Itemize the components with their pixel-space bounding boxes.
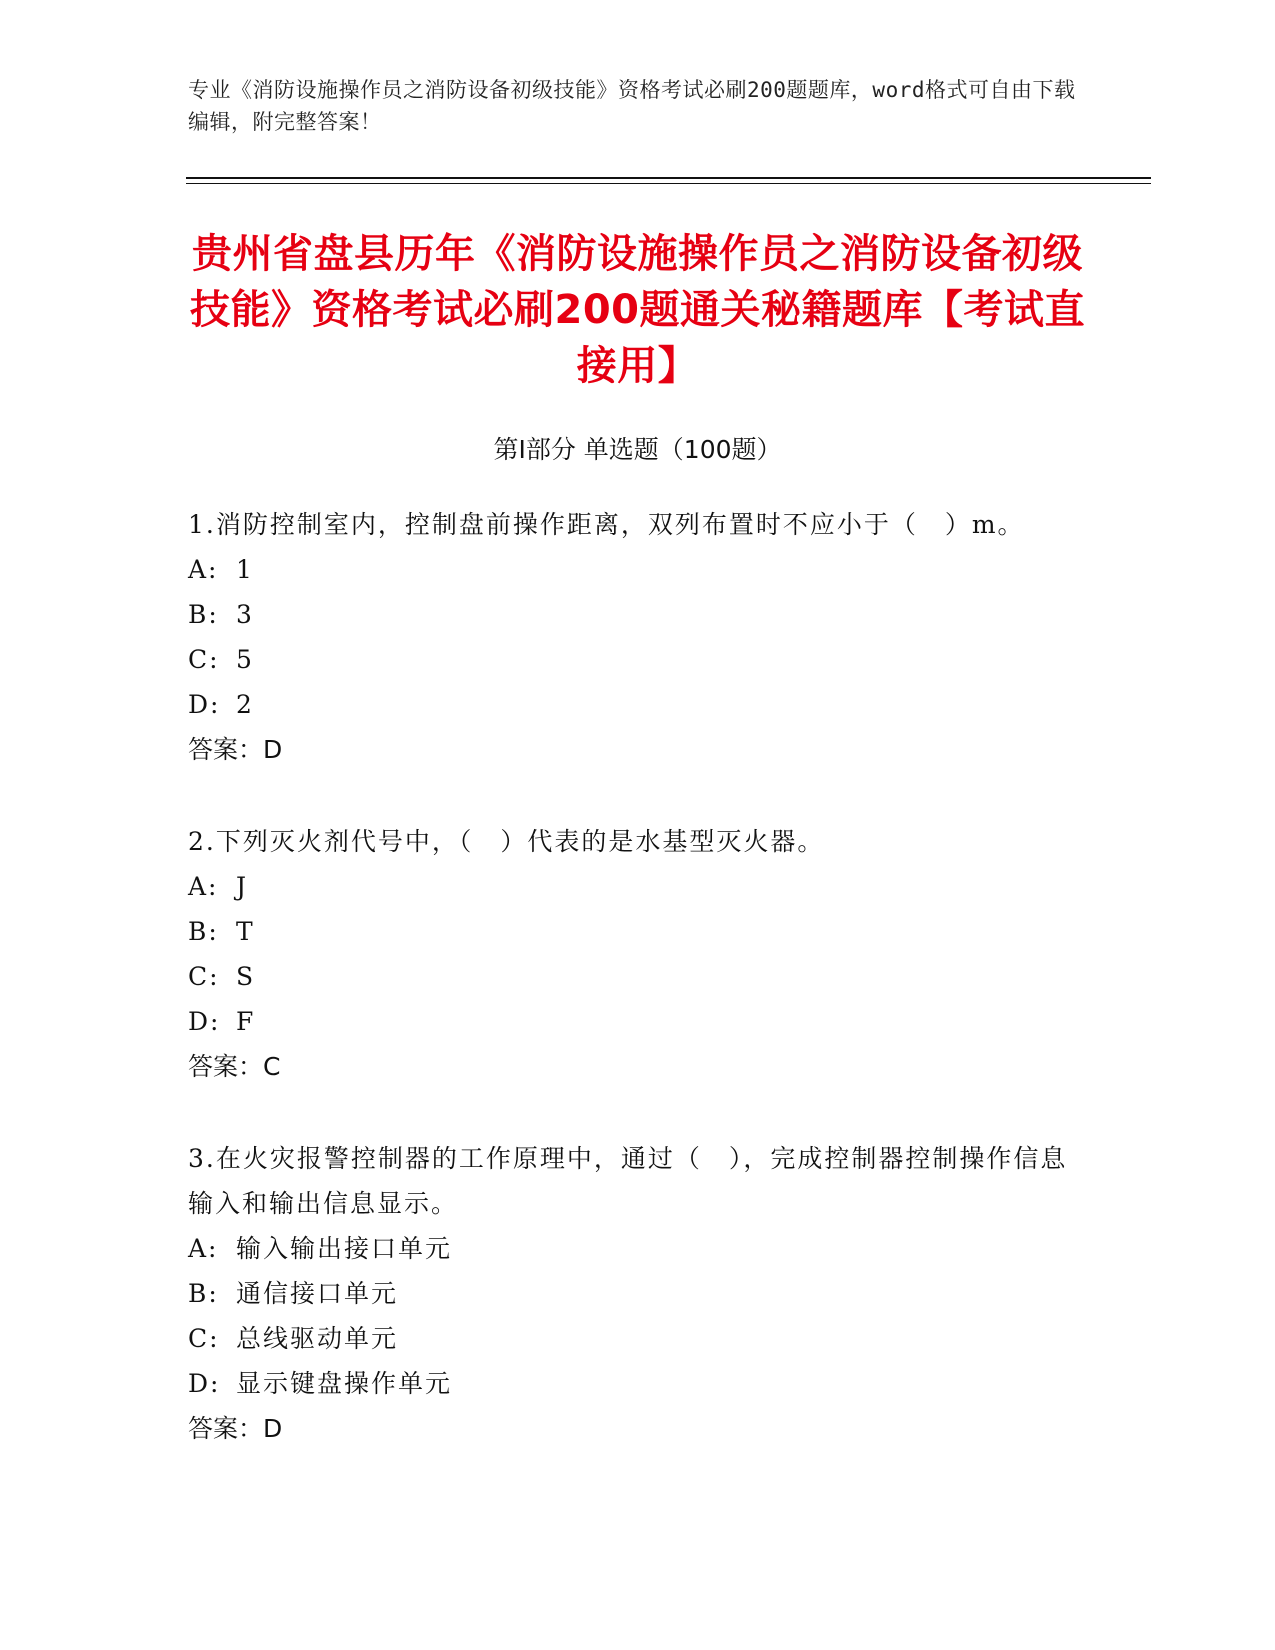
option-letter: D:	[188, 1007, 221, 1036]
option-text: S	[236, 962, 256, 991]
option-letter: A:	[188, 1234, 219, 1263]
question-2	[188, 819, 1088, 1089]
option-letter: B:	[188, 1279, 219, 1308]
question-stem: 2.下列灭火剂代号中，（ ）代表的是水基型灭火器。	[188, 827, 825, 856]
option-b	[188, 1271, 1088, 1316]
option-text: 显示键盘操作单元	[236, 1369, 453, 1398]
option-b	[188, 909, 1088, 954]
option-a	[188, 864, 1088, 909]
option-text: T	[236, 917, 255, 946]
question-stem: 3.在火灾报警控制器的工作原理中，通过（ ），完成控制器控制操作信息输入和输出信息显示。	[188, 1144, 1068, 1218]
question-stem: 1.消防控制室内，控制盘前操作距离，双列布置时不应小于（ ）m。	[188, 510, 1025, 539]
question-1	[188, 502, 1088, 772]
header-divider-thin	[186, 183, 1151, 184]
option-letter: C:	[188, 962, 220, 991]
option-text: 1	[236, 555, 254, 584]
header-divider-thick	[186, 177, 1151, 179]
option-b	[188, 592, 1088, 637]
answer-line: 答案：D	[188, 1414, 283, 1443]
option-letter: B:	[188, 917, 219, 946]
option-letter: C:	[188, 1324, 220, 1353]
option-letter: C:	[188, 645, 220, 674]
option-text: 通信接口单元	[236, 1279, 399, 1308]
option-text: 总线驱动单元	[236, 1324, 399, 1353]
question-3	[188, 1136, 1088, 1451]
header-note: 专业《消防设施操作员之消防设备初级技能》资格考试必刷200题题库，word格式可自由下载编辑，附完整答案！	[188, 78, 1076, 134]
option-a	[188, 1226, 1088, 1271]
option-text: F	[236, 1007, 256, 1036]
option-text: J	[236, 872, 249, 901]
answer-line: 答案：C	[188, 1052, 281, 1081]
option-letter: A:	[188, 555, 219, 584]
document-title: 贵州省盘县历年《消防设施操作员之消防设备初级技能》资格考试必刷200题通关秘籍题库【考试直接用】	[190, 231, 1085, 389]
option-letter: D:	[188, 690, 221, 719]
option-letter: B:	[188, 600, 219, 629]
option-text: 3	[236, 600, 254, 629]
answer-line: 答案：D	[188, 735, 283, 764]
option-text: 2	[236, 690, 254, 719]
option-d	[188, 682, 1088, 727]
option-letter: A:	[188, 872, 219, 901]
option-d	[188, 999, 1088, 1044]
option-a	[188, 547, 1088, 592]
option-text: 输入输出接口单元	[236, 1234, 453, 1263]
section-heading: 第Ⅰ部分 单选题（100题）	[493, 435, 782, 464]
option-text: 5	[236, 645, 254, 674]
option-d	[188, 1361, 1088, 1406]
option-c	[188, 1316, 1088, 1361]
option-letter: D:	[188, 1369, 221, 1398]
option-c	[188, 954, 1088, 999]
option-c	[188, 637, 1088, 682]
